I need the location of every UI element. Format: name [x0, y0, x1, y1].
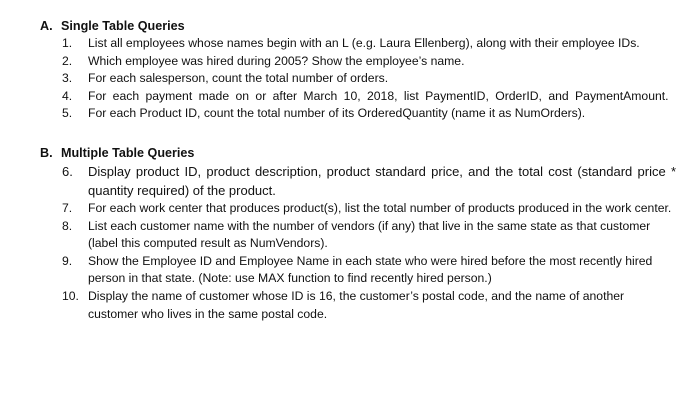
item-text: For each Product ID, count the total number of its OrderedQuantity (name it as NumOrders).	[88, 106, 586, 121]
section-letter: A.	[40, 19, 53, 33]
item-text: List all employees whose names begin with an L (e.g. Laura Ellenberg), along with their employee IDs.	[88, 36, 640, 50]
list-item	[62, 253, 676, 288]
item-number: 10.	[62, 288, 79, 303]
section-single-table-queries	[40, 18, 676, 123]
item-number: 4.	[62, 88, 73, 103]
item-number: 7.	[62, 200, 73, 215]
item-text: For each payment made on or after March 10, 2018, list PaymentID, OrderID, and PaymentAmount.	[88, 88, 669, 103]
section-letter: B.	[40, 145, 53, 160]
section-heading	[40, 18, 676, 35]
item-number: 2.	[62, 53, 73, 68]
list-item	[62, 70, 676, 88]
item-number: 1.	[62, 36, 73, 50]
section-multiple-table-queries	[40, 145, 676, 323]
list-item	[62, 200, 676, 218]
list-item	[62, 105, 676, 123]
section-title: Multiple Table Queries	[61, 145, 195, 160]
question-list	[40, 162, 676, 323]
item-text: List each customer name with the number of vendors (if any) that live in the same state as that customer (label this computed result as NumVendors).	[88, 218, 651, 251]
section-title: Single Table Queries	[61, 19, 185, 33]
item-text: Display product ID, product description, product standard price, and the total cost (standard price * quantity required) of the product.	[88, 163, 676, 198]
item-text: For each salesperson, count the total number of orders.	[88, 71, 389, 86]
item-text: Display the name of customer whose ID is 16, the customer’s postal code, and the name of another customer who lives in the same postal code.	[88, 288, 625, 321]
item-text: Show the Employee ID and Employee Name in each state who were hired before the most recently hired person in that state. (Note: use MAX function to find recently hired person.)	[88, 253, 653, 286]
question-list	[40, 35, 676, 123]
item-number: 9.	[62, 253, 73, 268]
list-item	[62, 53, 676, 71]
list-item	[62, 35, 676, 53]
list-item	[62, 288, 676, 323]
item-number: 5.	[62, 106, 73, 121]
list-item	[62, 88, 676, 106]
item-text: For each work center that produces product(s), list the total number of products produced in the work center.	[88, 200, 672, 215]
item-number: 3.	[62, 71, 73, 86]
item-number: 6.	[62, 163, 73, 179]
section-heading	[40, 145, 676, 162]
item-number: 8.	[62, 218, 73, 233]
item-text: Which employee was hired during 2005? Show the employee’s name.	[88, 53, 465, 68]
list-item	[62, 218, 676, 253]
list-item	[62, 162, 676, 200]
